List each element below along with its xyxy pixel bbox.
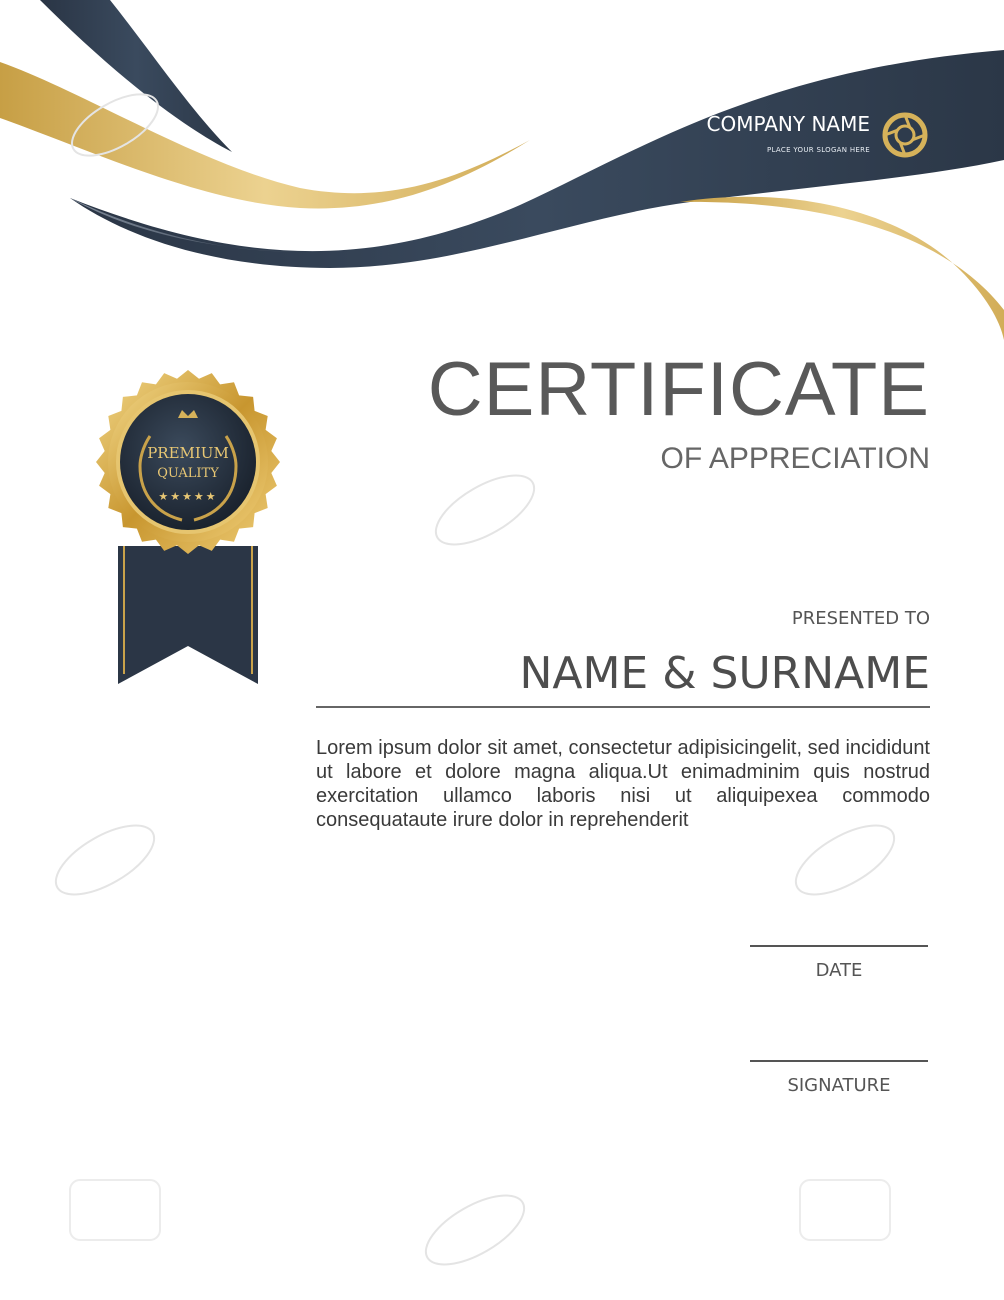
watermark-logo [410, 1190, 540, 1275]
certificate-title: CERTIFICATE [427, 347, 930, 432]
seal-line-premium: PREMIUM [147, 444, 229, 462]
company-name: COMPANY NAME [706, 112, 870, 136]
signature-line [750, 1060, 928, 1062]
date-label: DATE [815, 960, 863, 981]
watermark-logo [40, 820, 170, 905]
watermark-logo [60, 90, 170, 165]
signature-label: SIGNATURE [787, 1075, 891, 1096]
presented-to-label: PRESENTED TO [791, 608, 930, 629]
seal-line-quality: QUALITY [157, 466, 219, 481]
date-line [750, 945, 928, 947]
company-slogan: PLACE YOUR SLOGAN HERE [767, 146, 870, 154]
watermark-logo [790, 1170, 900, 1255]
certificate-body-text: Lorem ipsum dolor sit amet, consectetur adipisicingelit, sed incididunt ut labore et dolore magna aliqua.Ut enimadminim quis nostrud exercitation ullamco laboris nisi ut aliquipexea commodo consequataute irure dolor in reprehenderit [316, 737, 930, 831]
watermark-logo [780, 820, 910, 905]
watermark-logo [60, 1170, 170, 1255]
name-underline [316, 706, 930, 708]
recipient-name: NAME & SURNAME [519, 648, 930, 699]
wave-header-decoration [0, 0, 1004, 360]
seal-stars: ★★★★★ [158, 491, 218, 503]
certificate-subtitle: OF APPRECIATION [660, 442, 930, 475]
premium-quality-seal [78, 356, 298, 696]
aperture-icon [882, 112, 928, 158]
watermark-logo [420, 470, 550, 555]
